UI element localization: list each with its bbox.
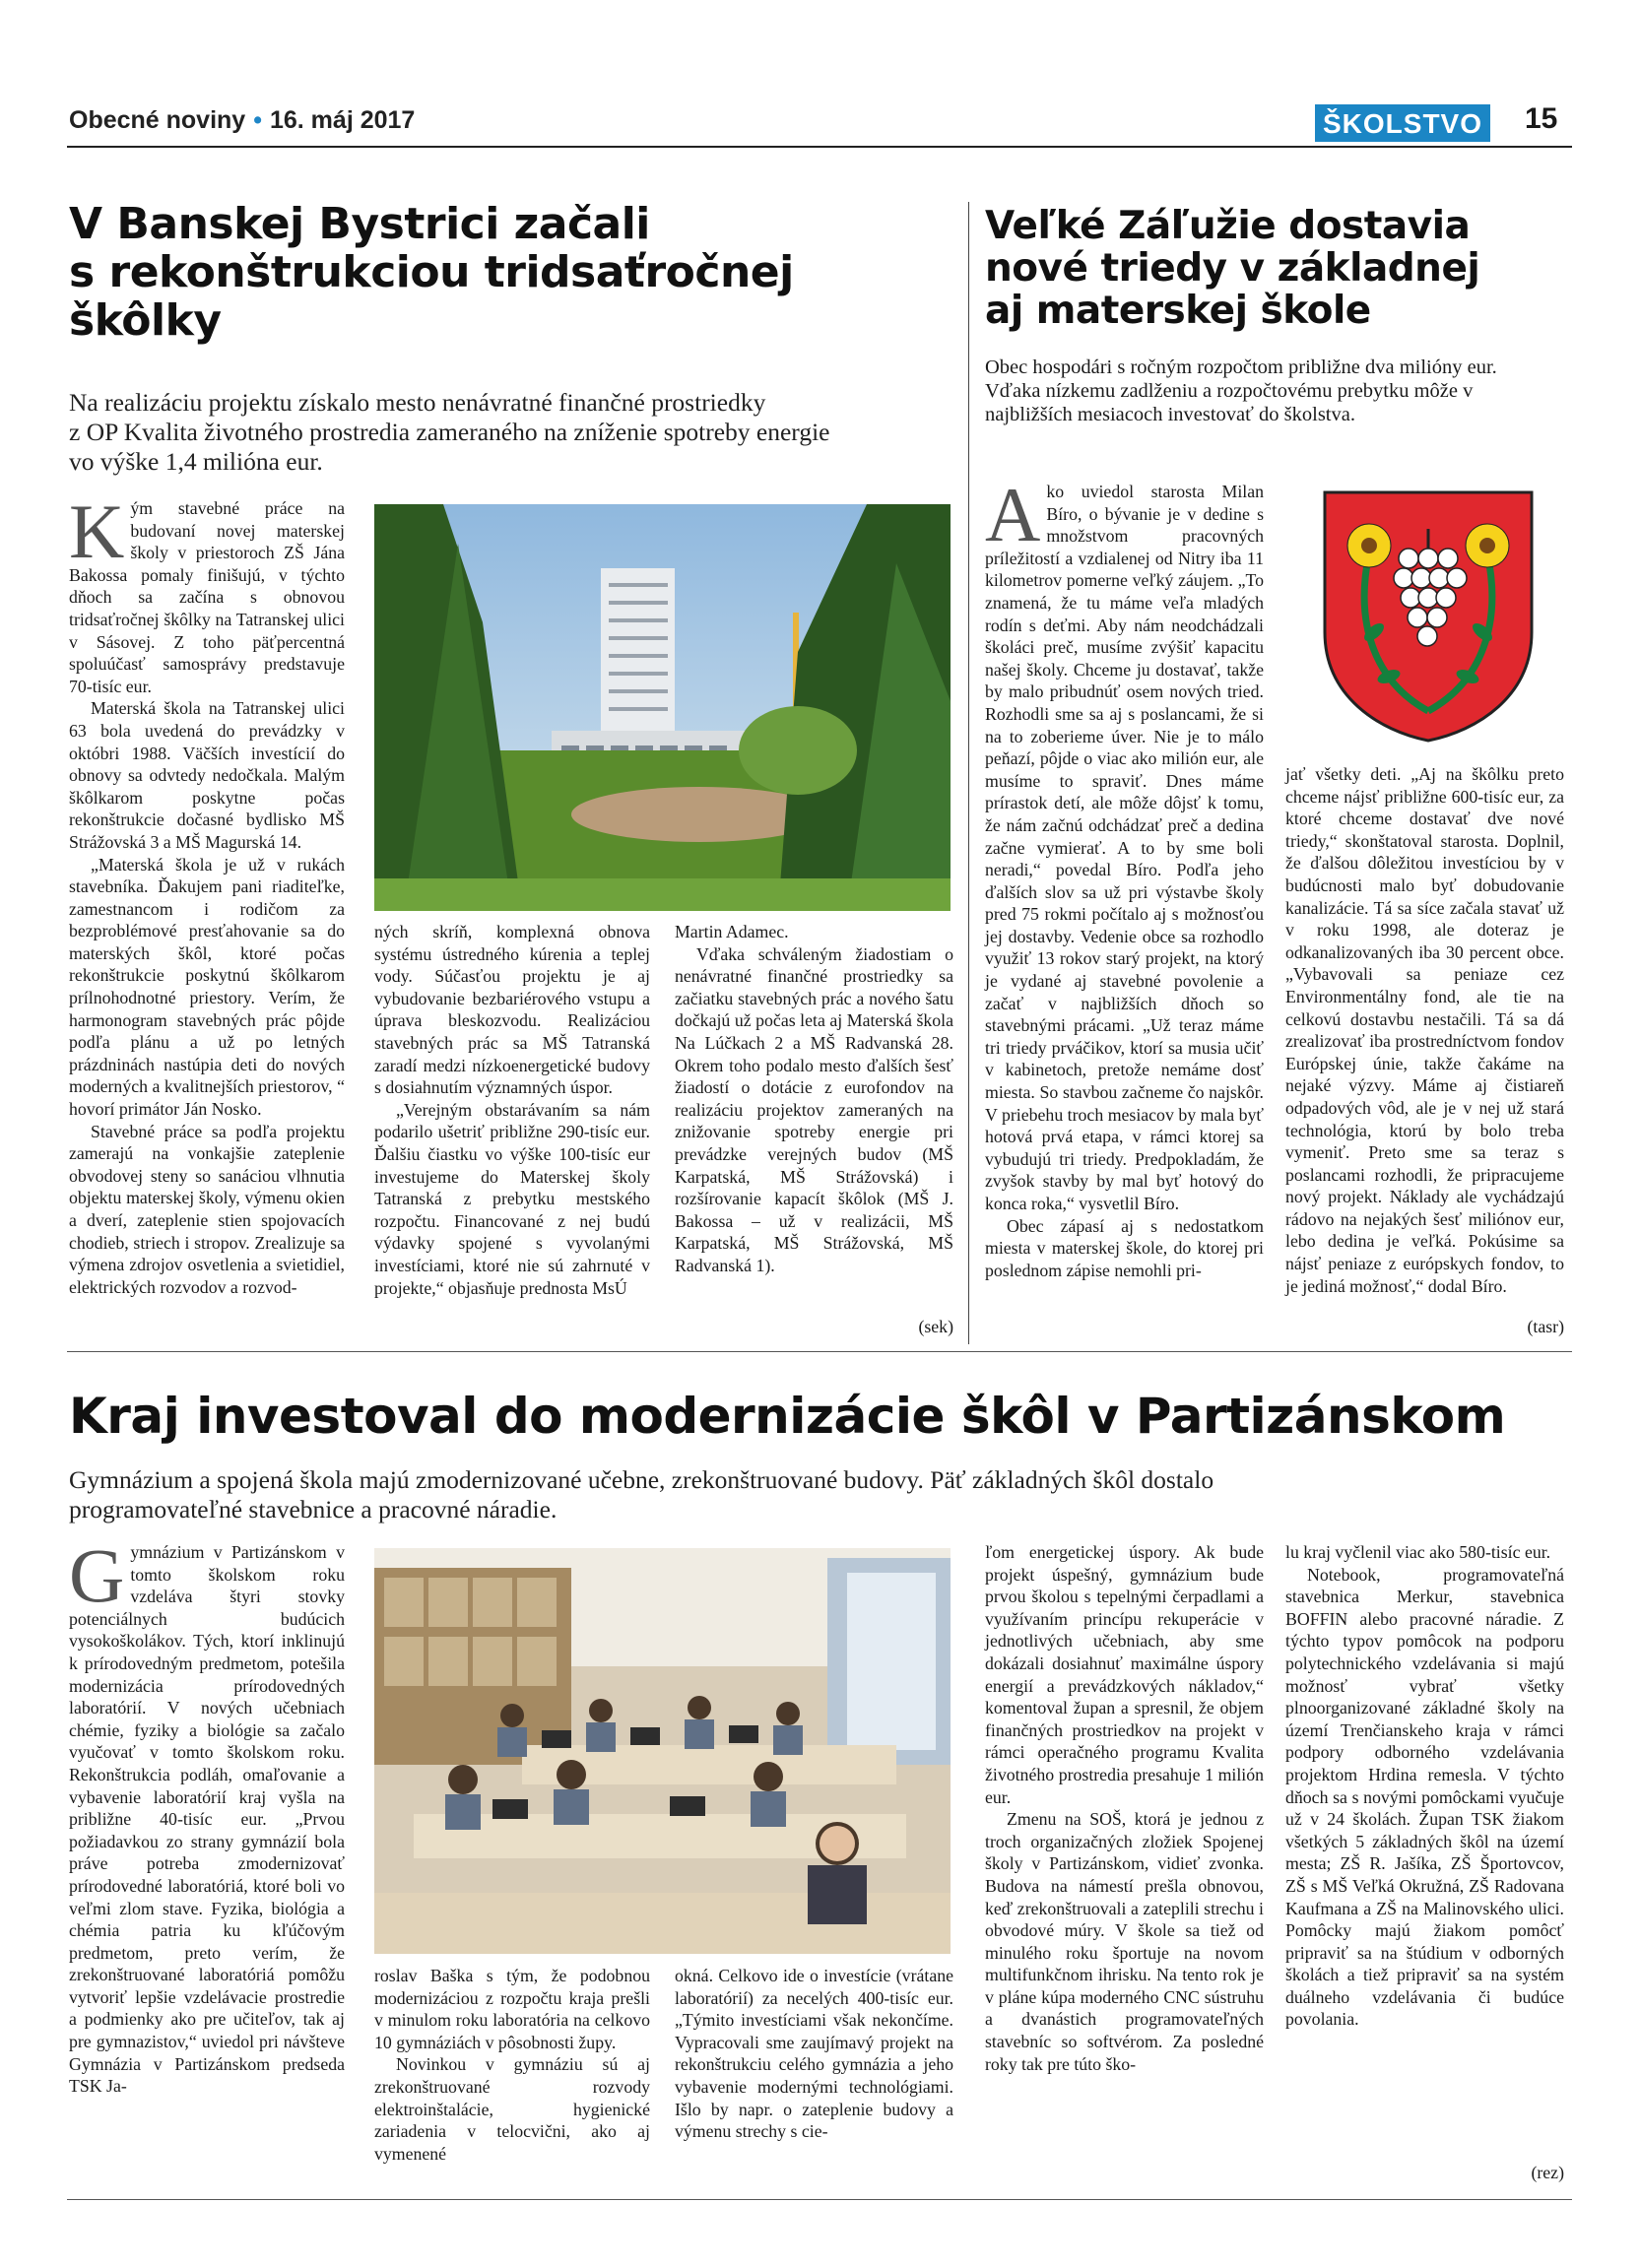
article3-col3: okná. Celkovo ide o investície (vrátane laboratórií) za necelých 400-tisíc eur.„Týmito investíciami však nekončíme. Vypracovali sme zaujímavý projekt na rekonštrukciu celého gymnázia a jeho vybavenie modernými technológiami. Išlo by napr. o zateplenie budovy a výmenu strechy s cie- xyxy=(675,1966,953,2142)
article1-title: V Banskej Bystrici začali s rekonštrukciou tridsaťročnej škôlky xyxy=(69,199,794,346)
coat-of-arms-emblem xyxy=(1315,485,1542,744)
classroom-photo xyxy=(374,1548,951,1954)
article2-title: Veľké Záľužie dostavia nové triedy v základnej aj materskej škole xyxy=(985,204,1480,333)
article1-signature: (sek) xyxy=(918,1317,953,1336)
article3-col1: Gymnázium v Partizánskom v tomto školskom roku vzdeláva štyri stovky potenciálnych budúcich vysokoškolákov. Tých, ktorí inklinujú k prírodovedným predmetom, potešila modernizácia prírodovedných laboratórií. V nových učebniach chémie, fyziky a biológie sa začalo vyučovať v tomto školskom roku. Rekonštrukcia podláh, omaľovanie a vybavenie laboratórií kraj vyšla na približne 40-tisíc eur. „Prvou požiadavkou zo strany gymnázií bola práve potreba zmodernizovať prírodovedné laboratóriá, ktoré boli vo veľmi zlom stave. Fyzika, biológia a chémia patria ku kľúčovým predmetom, preto verím, že zrekonštruované laboratóriá pomôžu vytvoriť lepšie vzdelávacie prostredie a podmienky ako pre učiteľov, tak aj pre gymnazistov,“ uviedol pri návšteve Gymnázia v Partizánskom predseda TSK Ja- xyxy=(69,1532,345,2097)
article-separator xyxy=(67,1351,1572,1352)
article-divider xyxy=(968,202,969,1344)
dropcap: G xyxy=(69,1532,125,1618)
article3-col2: roslav Baška s tým, že podobnou modernizáciou z rozpočtu kraja prešli v minulom roku laboratória na celkovo 10 gymnáziách v pôsobnosti župy. Novinkou v gymnáziu sú aj zrekonštruované rozvody elektroinštalácie, hygienické zariadenia v telocvični, ako aj vymenené xyxy=(374,1966,650,2164)
article3-signature: (rez) xyxy=(1531,2163,1564,2182)
article3-col5: lu kraj vyčlenil viac ako 580-tisíc eur. Notebook, programovateľná stavebnica Merkur, stavebnica BOFFIN alebo pracovné náradie. Z týchto typov pomôcok na podporu polytechnického vzdelávania si majú možnosť vybrať všetky plnoorganizované základné školy na území Trenčianskeho kraja v rámci podpory odborného vzdelávania projektom Hrdina remesla. V týchto dňoch sa s novými pomôckami vyučuje už v 24 školách. Župan TSK žiakom všetkých 5 základných škôl na území mesta; ZŠ R. Jašíka, ZŠ Športovcov, ZŠ s MŠ Veľká Okružná, ZŠ Radovana Kaufmana a ZŠ na Malinovského ulici. Pomôcky majú žiakom pomôcť pripraviť sa na štúdium v odborných školách a tiež pripraviť sa na systém duálneho vzdelávania či budúce povolania. xyxy=(1285,1542,1564,2030)
article2-col2: jať všetky deti. „Aj na škôlku preto chceme nájsť približne 600-tisíc eur, za ktoré chceme dostavať dve nové triedy,“ skonštatoval starosta. Doplnil, že ďalšou dôležitou investíciou by v budúcnosti malo byť dobudovanie kanalizácie. Tá sa síce začala stavať už v roku 1998, ale doteraz je odkanalizovaných iba 30 percent obce. „Vybavovali sa peniaze cez Environmentálny fond, ale tie na celkovú dostavbu nestačili. Tá sa dá zrealizovať iba prostredníctvom fondov Európskej únie, takže čakáme na nejaké výzvy. Máme aj čistiareň odpadových vôd, ale je v nej už stará technológia, ktorú by bolo treba vymeniť. Preto sme sa teraz s poslancami rozhodli, že pripracujeme nový projekt. Náklady ale vychádzajú rádovo na nejakých šesť miliónov eur, lebo dedina je veľká. Pokúsime sa nájsť peniaze z európskych fondov, to je jediná možnosť,“ dodal Bíro. xyxy=(1285,764,1564,1296)
article1-col1: Kým stavebné práce na budovaní novej materskej školy v priestoroch ZŠ Jána Bakossa pomaly finišujú, v týchto dňoch sa začína s obnovou tridsaťročnej škôlky na Tatranskej ulici v Sásovej. Z toho päťpercentná spoluúčasť samosprávy predstavuje 70-tisíc eur. Materská škola na Tatranskej ulici 63 bola uvedená do prevádzky v októbri 1988. Väčších investícií do obnovy sa odvtedy nedočkala. Malým škôlkarom poskytne počas rekonštrukcie dočasné bydlisko MŠ Strážovská 3 a MŠ Magurská 14. „Materská škola je už v rukách stavebníka. Ďakujem pani riaditeľke, zamestnancom i rodičom za bezproblémové presťahovanie sa do materských škôl, ktoré počas rekonštrukcie poskytnú škôlkarom prílnohodnotné priestory. Verím, že harmonogram stavebných prác pôjde podľa plánu a už po letných prázdninách nastúpia deti do nových moderných a kvalitnejších priestorov, “ hovorí primátor Ján Nosko. Stavebné práce sa podľa projektu zamerajú na vonkajšie zateplenie obvodovej steny so sanáciou vlhnutia objektu materskej školy, výmenu okien a dverí, zateplenie stien spojovacích chodieb, striech i stropov. Zrealizuje sa výmena zdrojov osvetlenia a svietidiel, elektrických rozvodov a rozvod- xyxy=(69,488,345,1297)
article3-col4: ľom energetickej úspory. Ak bude projekt úspešný, gymnázium bude prvou školou s tepelnými čerpadlami a využívaním princípu rekuperácie v jednotlivých učebniach, aby sme dokázali dosiahnuť maximálne úspory energií a prevádzkových nákladov,“ komentoval župan a spresnil, že objem finančných prostriedkov na projekt v rámci operačného programu Kvalita životného prostredia presahuje 1 milión eur. Zmenu na SOŠ, ktorá je jednou z troch organizačných zložiek Spojenej školy v Partizánskom, vidieť zvonka. Budova na námestí prešla obnovou, keď zrekonštruovali a zateplili strechu i obvodové múry. V škole sa tiež od minulého roku športuje na novom multifunkčnom ihrisku. Na tento rok je v pláne kúpa moderného CNC sústruhu a dvanástich programovateľných stavebníc so softvérom. Za posledné roky tak pre túto ško- xyxy=(985,1542,1264,2074)
article1-col2: ných skríň, komplexná obnova systému ústredného kúrenia a teplej vody. Súčasťou projektu je aj vybudovanie bezbariérového vstupu a úprava bleskozvodu. Realizáciou stavebných prác sa MŠ Tatranská zaradí medzi nízkoenergetické budovy s dosiahnutím významných úspor. „Verejným obstarávaním sa nám podarilo ušetriť približne 290-tisíc eur. Ďalšiu čiastku vo výške 100-tisíc eur investujeme do Materskej školy Tatranská z prebytku mestského rozpočtu. Financované z nej budú výdavky spojené s vyvolanými investíciami, ktoré nie sú zahrnuté v projekte,“ objasňuje prednosta MsÚ xyxy=(374,922,650,1298)
article1-lead: Na realizáciu projektu získalo mesto nenávratné finančné prostriedky z OP Kvalita životného prostredia zameraného na zníženie spotreby energie vo výške 1,4 milióna eur. xyxy=(69,388,830,476)
kindergarten-photo xyxy=(374,504,951,911)
header-rule xyxy=(67,146,1572,148)
article2-col1: Ako uviedol starosta Milan Bíro, o bývanie je v dedine s množstvom pracovných príležitostí a vzdialenej od Nitry iba 11 kilometrov pomerne veľký záujem. „To znamená, že tu máme veľa mladých rodín s deťmi. Aby nám neodchádzali školáci preč, musíme zvýšiť kapacitu našej školy. Chceme ju dostavať, takže by malo pribudnúť osem nových tried. Rozhodli sme sa aj s poslancami, že si na to zoberieme úver. Nie je to málo peňazí, pôjde o viac ako milión eur, ale musíme to spraviť. Dnes máme prírastok detí, ale môže dôjsť k tomu, že nám začnú odchádzať preč a dedina začne vymierať. A to by sme boli neradi,“ povedal Bíro. Podľa jeho ďalších slov sa už pri výstavbe školy pred 75 rokmi počítalo aj s možnosťou jej dostavby. Vedenie obce sa rozhodlo využiť 13 rokov starý projekt, na ktorý je vydané aj stavebné povolenie a začať v najbližších dňoch so stavebnými prácami. „Už teraz máme tri triedy prváčikov, ktorí sa musia učiť v kabinetoch, pretože nemáme dosť miesta. So stavbou začneme čo najskôr. V priebehu troch mesiacov by mala byť hotová prvá etapa, v rámci ktorej sa vybudujú tri triedy. Predpokladám, že zvyšok stavby by mal byť hotový do konca roka,“ vysvetlil Bíro. Obec zápasí aj s nedostatkom miesta v materskej škole, do ktorej pri poslednom zápise nemohli pri- xyxy=(985,472,1264,1280)
article3-lead: Gymnázium a spojená škola majú zmodernizované učebne, zrekonštruované budovy. Päť základných škôl dostalo programovateľné stavebnice a pracovné náradie. xyxy=(69,1465,1214,1523)
page-number: 15 xyxy=(1525,102,1558,135)
article2-signature: (tasr) xyxy=(1527,1317,1564,1336)
masthead xyxy=(69,106,415,135)
separator-dot: • xyxy=(253,106,262,134)
publication-name: Obecné noviny xyxy=(69,106,246,134)
footer-rule xyxy=(67,2199,1572,2200)
article3-title: Kraj investoval do modernizácie škôl v Partizánskom xyxy=(69,1388,1506,1445)
article2-lead: Obec hospodári s ročným rozpočtom približne dva milióny eur. Vďaka nízkemu zadlženiu a rozpočtovému prebytku môže v najbližších mesiacoch investovať do školstva. xyxy=(985,356,1497,425)
dropcap: A xyxy=(985,472,1041,557)
dropcap: K xyxy=(69,488,125,574)
issue-date: 16. máj 2017 xyxy=(269,106,416,134)
section-label: ŠKOLSTVO xyxy=(1315,104,1490,142)
article1-col3: Martin Adamec. Vďaka schváleným žiadostiam o nenávratné finančné prostriedky sa začiatku stavebných prác a nového šatu dočkajú už počas leta aj Materská škola Na Lúčkach 2 a MŠ Radvanská 28. Okrem toho podalo mesto ďalších šesť žiadostí o dotácie z eurofondov na realizáciu projektov zameraných na znižovanie spotreby energie pri prevádzke verejných budov (MŠ Karpatská, MŠ Strážovská) i rozšírovanie kapacít škôlok (MŠ J. Bakossa – už v realizácii, MŠ Karpatská, MŠ Strážovská, MŠ Radvanská 1). xyxy=(675,922,953,1275)
